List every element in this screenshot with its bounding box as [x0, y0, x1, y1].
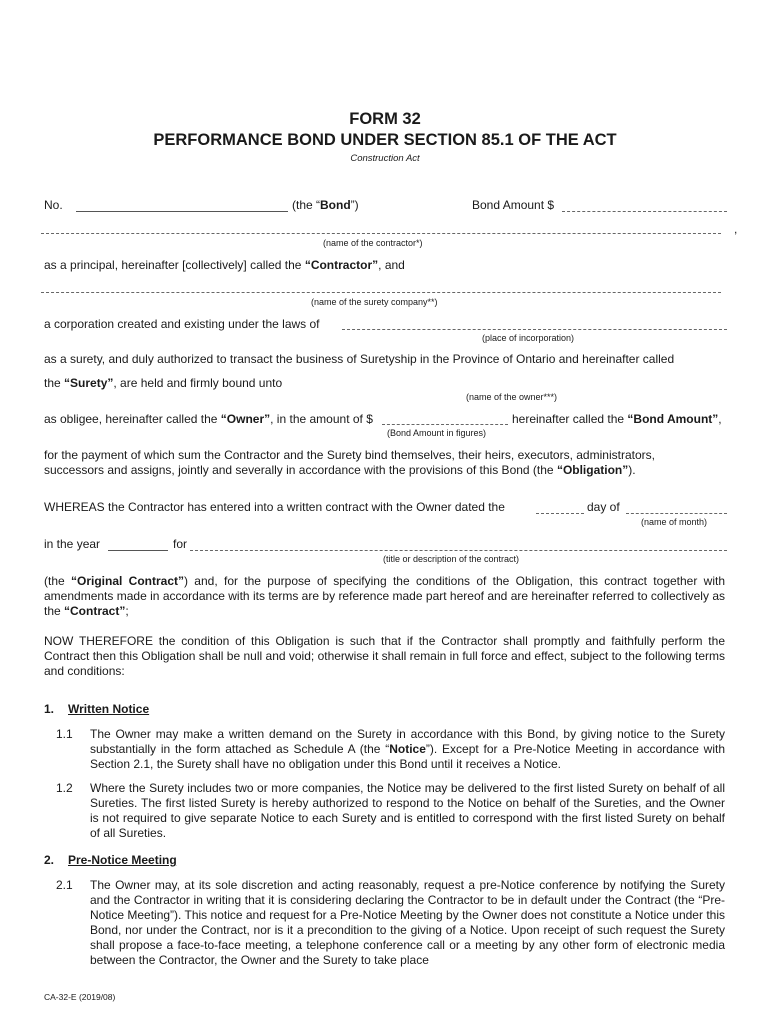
contractor-caption: (name of the contractor*)	[323, 238, 423, 248]
bond-amount-label: Bond Amount $	[472, 198, 555, 212]
clause-1-2-text: Where the Surety includes two or more companies, the Notice may be delivered to the first listed Surety on behalf of all Sureties. The first listed Surety is hereby authorized to respond to the Notice on behalf of the Sureties, and the Owner is not required to give separate Notice to each Surety and is entitled to correspond with the first listed Surety on behalf of all Sureties.	[90, 781, 725, 840]
month-caption: (name of month)	[641, 517, 708, 527]
clause-1-1-number: 1.1	[56, 727, 73, 741]
month-field[interactable]	[626, 513, 727, 514]
original-contract-paragraph: (the “Original Contract”) and, for the purpose of specifying the conditions of the Obligation, this contract together with amendments made in accordance with its terms are by reference made part hereof and are hereinafter referred to collectively as the “Contract”;	[44, 574, 725, 618]
clause-1-1-text: The Owner may make a written demand on the Surety in accordance with this Bond, by giving notice to the Surety substantially in the form attached as Schedule A (the “Notice”). Except for a Pre-Notice Meeting in accordance with Section 2.1, the Surety shall have no obligation under this Bond until it receives a Notice.	[90, 727, 725, 771]
incorporation-caption: (place of incorporation)	[482, 333, 575, 343]
section-2-number: 2.	[44, 853, 55, 867]
obligee-text: as obligee, hereinafter called the “Owner”, in the amount of $	[44, 412, 373, 426]
payment-text-line-1: for the payment of which sum the Contractor and the Surety bind themselves, their heirs, executors, administrators,	[44, 448, 655, 462]
form-number: FORM 32	[349, 110, 421, 128]
bond-amount-figures-caption: (Bond Amount in figures)	[387, 428, 487, 438]
bond-number-field[interactable]	[76, 211, 288, 212]
day-field[interactable]	[536, 513, 584, 514]
bond-amount-figures-field[interactable]	[382, 424, 508, 425]
clause-2-1-text: The Owner may, at its sole discretion and acting reasonably, request a pre-Notice conference by notifying the Surety and the Contractor in writing that it is considering declaring the Contractor to be in default under the Contract (the “Pre-Notice Meeting”). This notice and request for a Pre-Notice Meeting by the Owner does not constitute a Notice under this Bond, nor under the Contract, nor is it a precondition to the giving of a Notice. Upon receipt of such request the Surety shall propose a face-to-face meeting, a telephone conference call or a meeting by any other form of electronic media between the Contractor, the Owner and the Surety to take place	[90, 878, 725, 967]
contractor-line-comma: ,	[734, 222, 738, 236]
bond-label: (the “Bond”)	[292, 198, 359, 212]
now-therefore-paragraph: NOW THEREFORE the condition of this Obligation is such that if the Contractor shall promptly and faithfully perform the Contract then this Obligation shall be null and void; otherwise it shall remain in full force and effect, subject to the following terms and conditions:	[44, 634, 725, 678]
form-title: PERFORMANCE BOND UNDER SECTION 85.1 OF THE ACT	[153, 131, 617, 149]
owner-caption: (name of the owner***)	[466, 392, 558, 402]
corporation-label: a corporation created and existing under the laws of	[44, 317, 320, 331]
payment-text-line-2: successors and assigns, jointly and severally in accordance with the provisions of this Bond (the “Obligation”).	[44, 463, 636, 477]
form-subtitle: Construction Act	[350, 153, 420, 164]
clause-2-1-number: 2.1	[56, 878, 73, 892]
surety-text: as a surety, and duly authorized to transact the business of Suretyship in the Province of Ontario and hereinafter called	[44, 352, 675, 366]
principal-text: as a principal, hereinafter [collectively] called the “Contractor”, and	[44, 258, 405, 272]
no-label: No.	[44, 198, 63, 212]
contract-title-field[interactable]	[190, 550, 727, 551]
contract-caption: (title or description of the contract)	[383, 554, 520, 564]
bound-text: the “Surety”, are held and firmly bound unto	[44, 376, 283, 390]
surety-name-field[interactable]	[41, 292, 721, 293]
section-1-number: 1.	[44, 702, 55, 716]
surety-caption: (name of the surety company**)	[311, 297, 438, 307]
bond-amount-called: hereinafter called the “Bond Amount”,	[512, 412, 722, 426]
year-label: in the year	[44, 537, 101, 551]
section-1-title: Written Notice	[68, 702, 150, 716]
year-field[interactable]	[108, 550, 168, 551]
bond-amount-field[interactable]	[562, 211, 727, 212]
contractor-name-field[interactable]	[41, 233, 721, 234]
incorporation-place-field[interactable]	[342, 329, 727, 330]
form-code: CA-32-E (2019/08)	[44, 992, 116, 1002]
section-2-title: Pre-Notice Meeting	[68, 853, 177, 867]
for-label: for	[173, 537, 188, 551]
whereas-text: WHEREAS the Contractor has entered into a written contract with the Owner dated the	[44, 500, 505, 514]
clause-1-2-number: 1.2	[56, 781, 73, 795]
day-of-label: day of	[587, 500, 620, 514]
